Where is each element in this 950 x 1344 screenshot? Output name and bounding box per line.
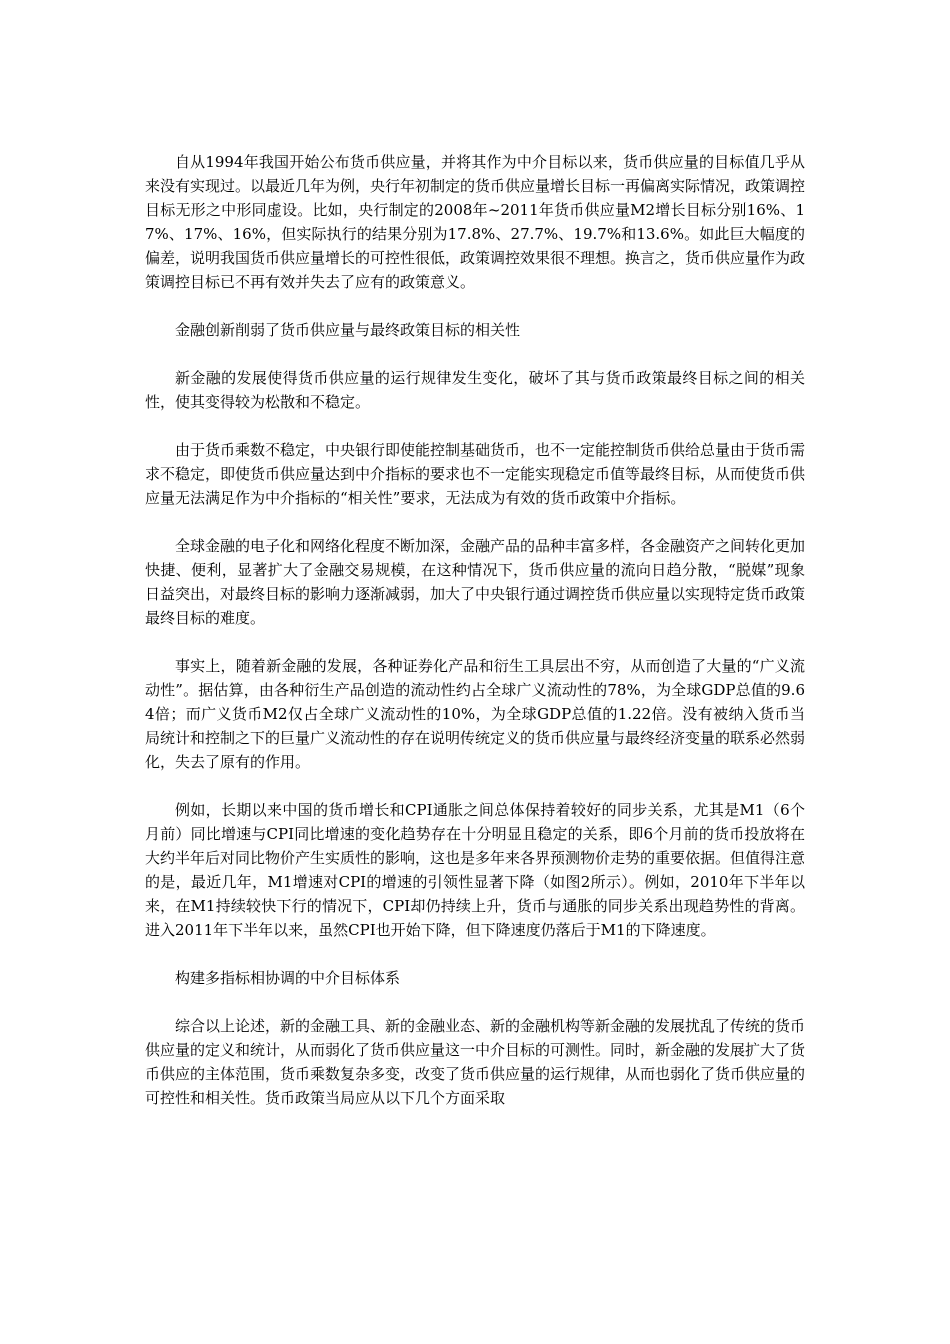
paragraph-global-finance: 全球金融的电子化和网络化程度不断加深，金融产品的品种丰富多样，各金融资产之间转化更加快捷、便利，显著扩大了金融交易规模，在这种情况下，货币供应量的流向日趋分散，“脱媒”现象日益突出，对最终目标的影响力逐渐减弱，加大了中央银行通过调控货币供应量以实现特定货币政策最终目标的难度。 [145,537,806,627]
document-page [145,150,805,1134]
paragraph-conclusion: 综合以上论述，新的金融工具、新的金融业态、新的金融机构等新金融的发展扰乱了传统的货币供应量的定义和统计，从而弱化了货币供应量这一中介目标的可测性。同时，新金融的发展扩大了货币供应的主体范围，货币乘数复杂多变，改变了货币供应量的运行规律，从而也弱化了货币供应量的可控性和相关性。货币政策当局应从以下几个方面采取 [145,1017,806,1107]
section-heading-correlation: 金融创新削弱了货币供应量与最终政策目标的相关性 [175,321,521,339]
paragraph-new-finance-correlation: 新金融的发展使得货币供应量的运行规律发生变化，破坏了其与货币政策最终目标之间的相关性，使其变得较为松散和不稳定。 [145,369,805,411]
paragraph-broad-liquidity: 事实上，随着新金融的发展，各种证券化产品和衍生工具层出不穷，从而创造了大量的“广义流动性”。据估算，由各种衍生产品创造的流动性约占全球广义流动性的78%，为全球GDP总值的9.64倍；而广义货币M2仅占全球广义流动性的10%，为全球GDP总值的1.22倍。没有被纳入货币当局统计和控制之下的巨量广义流动性的存在说明传统定义的货币供应量与最终经济变量的联系必然弱化，失去了原有的作用。 [145,657,806,771]
paragraph-m2-target-deviation: 自从1994年我国开始公布货币供应量，并将其作为中介目标以来，货币供应量的目标值几乎从来没有实现过。以最近几年为例，央行年初制定的货币供应量增长目标一再偏离实际情况，政策调控目标无形之中形同虚设。比如，央行制定的2008年~2011年货币供应量M2增长目标分别16%、17%、17%、16%，但实际执行的结果分别为17.8%、27.7%、19.7%和13.6%。如此巨大幅度的偏差，说明我国货币供应量增长的可控性很低，政策调控效果很不理想。换言之，货币供应量作为政策调控目标已不再有效并失去了应有的政策意义。 [145,153,806,291]
paragraph-m1-cpi: 例如，长期以来中国的货币增长和CPI通胀之间总体保持着较好的同步关系，尤其是M1（6个月前）同比增速与CPI同比增速的变化趋势存在十分明显且稳定的关系，即6个月前的货币投放将在大约半年后对同比物价产生实质性的影响，这也是多年来各界预测物价走势的重要依据。但值得注意的是，最近几年，M1增速对CPI的增速的引领性显著下降（如图2所示）。例如，2010年下半年以来，在M1持续较快下行的情况下，CPI却仍持续上升，货币与通胀的同步关系出现趋势性的背离。进入2011年下半年以来，虽然CPI也开始下降，但下降速度仍落后于M1的下降速度。 [145,801,806,939]
paragraph-money-multiplier: 由于货币乘数不稳定，中央银行即使能控制基础货币，也不一定能控制货币供给总量由于货币需求不稳定，即使货币供应量达到中介指标的要求也不一定能实现稳定币值等最终目标，从而使货币供应量无法满足作为中介指标的“相关性”要求，无法成为有效的货币政策中介指标。 [145,441,806,507]
section-heading-multi-indicator: 构建多指标相协调的中介目标体系 [175,969,401,987]
